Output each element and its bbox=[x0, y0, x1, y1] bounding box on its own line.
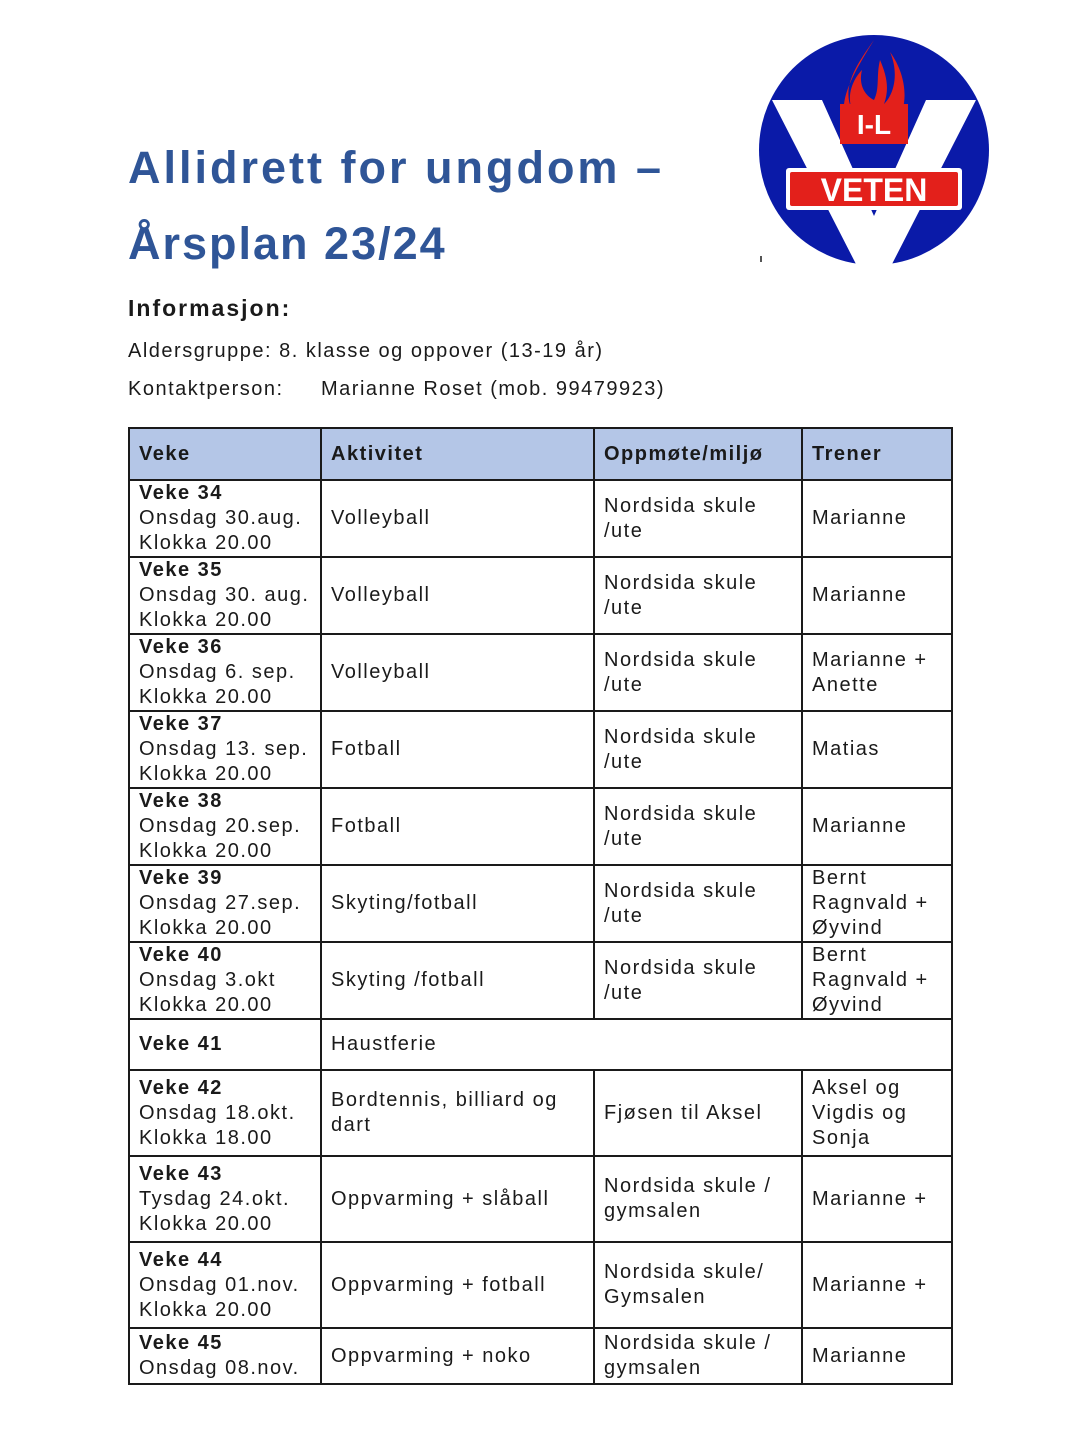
trainer-cell: Marianne + Anette bbox=[802, 634, 952, 711]
week-cell bbox=[129, 1156, 321, 1242]
week-cell bbox=[129, 711, 321, 788]
week-day: Onsdag 08.nov. bbox=[139, 1357, 300, 1379]
logo-veten-text bbox=[786, 168, 962, 210]
activity-cell: Volleyball bbox=[321, 634, 594, 711]
trainer-cell: Bernt Ragnvald + Øyvind bbox=[802, 865, 952, 942]
trainer-cell: Marianne bbox=[802, 557, 952, 634]
trainer-cell: Bernt Ragnvald + Øyvind bbox=[802, 942, 952, 1019]
trainer-cell: Aksel og Vigdis og Sonja bbox=[802, 1070, 952, 1156]
table-row bbox=[129, 1019, 952, 1070]
week-label: Veke 40 bbox=[139, 944, 223, 966]
schedule-table bbox=[128, 427, 953, 1385]
week-cell bbox=[129, 865, 321, 942]
contact-value: Marianne Roset (mob. 99479923) bbox=[321, 378, 666, 400]
activity-cell: Skyting/fotball bbox=[321, 865, 594, 942]
table-row bbox=[129, 788, 952, 865]
location-cell: Nordsida skule /ute bbox=[594, 557, 802, 634]
week-day: Onsdag 18.okt. bbox=[139, 1101, 296, 1124]
week-label: Veke 42 bbox=[139, 1076, 223, 1099]
location-cell: Fjøsen til Aksel bbox=[594, 1070, 802, 1156]
activity-cell: Oppvarming + fotball bbox=[321, 1242, 594, 1328]
week-time: Klokka 20.00 bbox=[139, 917, 273, 939]
week-day: Tysdag 24.okt. bbox=[139, 1187, 291, 1210]
week-cell bbox=[129, 1328, 321, 1384]
table-row bbox=[129, 1070, 952, 1156]
location-cell: Nordsida skule /ute bbox=[594, 788, 802, 865]
trainer-cell: Marianne bbox=[802, 1328, 952, 1384]
trainer-cell: Marianne bbox=[802, 480, 952, 557]
contact-row bbox=[128, 378, 666, 401]
activity-cell: Oppvarming + noko bbox=[321, 1328, 594, 1384]
location-cell: Nordsida skule /ute bbox=[594, 865, 802, 942]
table-row bbox=[129, 480, 952, 557]
contact-label: Kontaktperson: bbox=[128, 378, 284, 400]
table-row bbox=[129, 1328, 952, 1384]
week-time: Klokka 20.00 bbox=[139, 532, 273, 554]
week-cell bbox=[129, 634, 321, 711]
location-cell: Nordsida skule /ute bbox=[594, 942, 802, 1019]
week-label: Veke 41 bbox=[139, 1033, 223, 1055]
week-cell bbox=[129, 1242, 321, 1328]
week-cell bbox=[129, 1019, 321, 1070]
header-week: Veke bbox=[129, 428, 321, 480]
week-cell bbox=[129, 480, 321, 557]
week-label: Veke 34 bbox=[139, 482, 223, 504]
week-day: Onsdag 3.okt bbox=[139, 969, 276, 991]
table-row bbox=[129, 557, 952, 634]
week-label: Veke 43 bbox=[139, 1162, 223, 1185]
week-day: Onsdag 20.sep. bbox=[139, 815, 302, 837]
week-label: Veke 39 bbox=[139, 867, 223, 889]
logo-veten-label: VETEN bbox=[820, 172, 928, 208]
page-subtitle: Årsplan 23/24 bbox=[128, 218, 447, 269]
location-cell: Nordsida skule / gymsalen bbox=[594, 1156, 802, 1242]
activity-cell: Fotball bbox=[321, 711, 594, 788]
activity-cell: Volleyball bbox=[321, 557, 594, 634]
week-label: Veke 35 bbox=[139, 559, 223, 581]
header-trainer: Trener bbox=[802, 428, 952, 480]
week-day: Onsdag 27.sep. bbox=[139, 892, 302, 914]
week-cell bbox=[129, 1070, 321, 1156]
logo-il-label: I-L bbox=[856, 109, 892, 140]
info-heading: Informasjon: bbox=[128, 295, 292, 321]
location-cell: Nordsida skule /ute bbox=[594, 711, 802, 788]
trainer-cell: Marianne + bbox=[802, 1242, 952, 1328]
week-cell bbox=[129, 788, 321, 865]
location-cell: Nordsida skule /ute bbox=[594, 480, 802, 557]
week-day: Onsdag 30. aug. bbox=[139, 584, 310, 606]
location-cell: Nordsida skule/ Gymsalen bbox=[594, 1242, 802, 1328]
week-cell bbox=[129, 557, 321, 634]
week-day: Onsdag 6. sep. bbox=[139, 661, 296, 683]
activity-cell: Bordtennis, billiard og dart bbox=[321, 1070, 594, 1156]
page-title: Allidrett for ungdom – bbox=[128, 142, 664, 193]
week-time: Klokka 20.00 bbox=[139, 1298, 273, 1321]
table-row bbox=[129, 942, 952, 1019]
week-time: Klokka 18.00 bbox=[139, 1126, 273, 1149]
week-time: Klokka 20.00 bbox=[139, 686, 273, 708]
week-day: Onsdag 13. sep. bbox=[139, 738, 309, 760]
age-group-text: Aldersgruppe: 8. klasse og oppover (13-19 år) bbox=[128, 340, 604, 362]
table-header-row bbox=[129, 428, 952, 480]
week-day: Onsdag 30.aug. bbox=[139, 507, 303, 529]
activity-cell: Volleyball bbox=[321, 480, 594, 557]
week-label: Veke 44 bbox=[139, 1248, 223, 1271]
week-time: Klokka 20.00 bbox=[139, 609, 273, 631]
week-day: Onsdag 01.nov. bbox=[139, 1273, 300, 1296]
week-time: Klokka 20.00 bbox=[139, 1212, 273, 1235]
club-logo bbox=[750, 30, 1000, 270]
week-label: Veke 37 bbox=[139, 713, 223, 735]
table-row bbox=[129, 634, 952, 711]
logo-il-text bbox=[840, 104, 908, 144]
header-activity: Aktivitet bbox=[321, 428, 594, 480]
week-label: Veke 45 bbox=[139, 1332, 223, 1354]
header-location: Oppmøte/miljø bbox=[594, 428, 802, 480]
trainer-cell: Marianne + bbox=[802, 1156, 952, 1242]
activity-cell: Fotball bbox=[321, 788, 594, 865]
week-label: Veke 36 bbox=[139, 636, 223, 658]
week-time: Klokka 20.00 bbox=[139, 840, 273, 862]
activity-cell: Oppvarming + slåball bbox=[321, 1156, 594, 1242]
location-cell: Nordsida skule /ute bbox=[594, 634, 802, 711]
trainer-cell: Matias bbox=[802, 711, 952, 788]
location-cell: Nordsida skule / gymsalen bbox=[594, 1328, 802, 1384]
activity-cell: Skyting /fotball bbox=[321, 942, 594, 1019]
table-row bbox=[129, 1242, 952, 1328]
table-row bbox=[129, 711, 952, 788]
table-row bbox=[129, 865, 952, 942]
trainer-cell: Marianne bbox=[802, 788, 952, 865]
week-label: Veke 38 bbox=[139, 790, 223, 812]
week-time: Klokka 20.00 bbox=[139, 994, 273, 1016]
week-cell bbox=[129, 942, 321, 1019]
week-time: Klokka 20.00 bbox=[139, 763, 273, 785]
table-row bbox=[129, 1156, 952, 1242]
activity-cell: Haustferie bbox=[321, 1019, 952, 1070]
